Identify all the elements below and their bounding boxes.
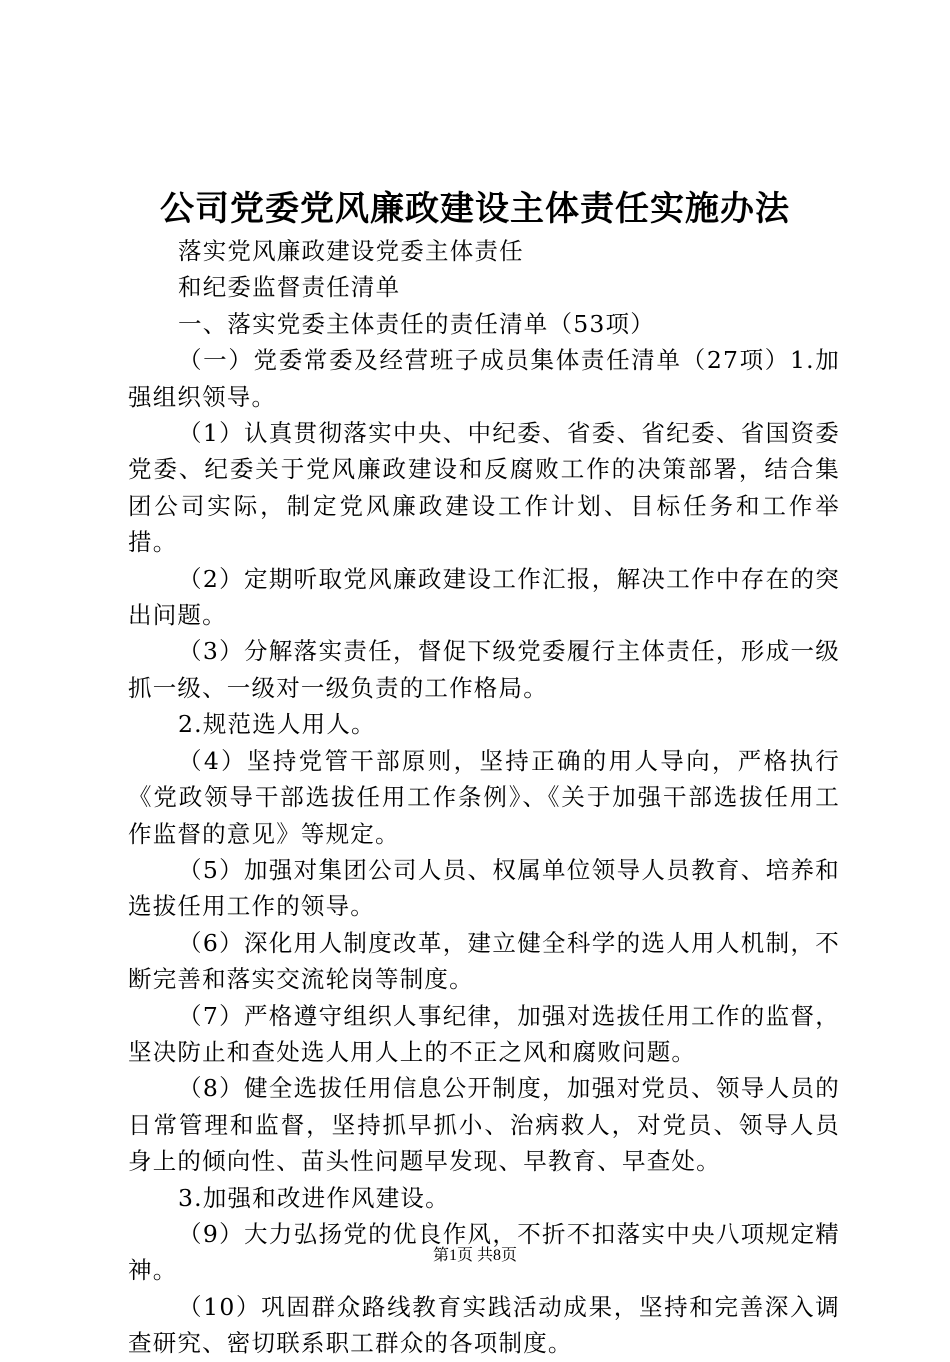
- paragraph: （3）分解落实责任，督促下级党委履行主体责任，形成一级抓一级、一级对一级负责的工作格局。: [128, 637, 840, 702]
- paragraph: 落实党风廉政建设党委主体责任: [178, 237, 524, 265]
- paragraph: （8）健全选拔任用信息公开制度，加强对党员、领导人员的日常管理和监督，坚持抓早抓小、治病救人，对党员、领导人员身上的倾向性、苗头性问题早发现、早教育、早查处。: [128, 1074, 840, 1176]
- paragraph: 和纪委监督责任清单: [178, 273, 401, 302]
- paragraph: （2）定期听取党风廉政建设工作汇报，解决工作中存在的突出问题。: [128, 564, 840, 630]
- paragraph: （7）严格遵守组织人事纪律，加强对选拔任用工作的监督，坚决防止和查处选人用人上的不正之风和腐败问题。: [128, 1001, 840, 1066]
- paragraph: （一）党委常委及经营班子成员集体责任清单（27项）1.加强组织领导。: [128, 346, 840, 411]
- paragraph: （6）深化用人制度改革，建立健全科学的选人用人机制，不断完善和落实交流轮岗等制度。: [128, 928, 840, 994]
- paragraph: 2.规范选人用人。: [178, 710, 376, 739]
- page-footer: 第1页 共8页: [432, 1247, 517, 1264]
- paragraph: （10）巩固群众路线教育实践活动成果，坚持和完善深入调查研究、密切联系职工群众的各项制度。: [128, 1292, 840, 1358]
- document-title: 公司党委党风廉政建设主体责任实施办法: [160, 189, 790, 229]
- paragraph: （5）加强对集团公司人员、权属单位领导人员教育、培养和选拔任用工作的领导。: [128, 855, 840, 921]
- paragraph: （4）坚持党管干部原则，坚持正确的用人导向，严格执行《党政领导干部选拔任用工作条例》、《关于加强干部选拔任用工作监督的意见》等规定。: [128, 746, 840, 848]
- paragraph: 3.加强和改进作风建设。: [178, 1183, 450, 1212]
- paragraph: （9）大力弘扬党的优良作风，不折不扣落实中央八项规定精神。: [128, 1219, 840, 1285]
- paragraph: 一、落实党委主体责任的责任清单（53项）: [178, 309, 655, 338]
- paragraph: （1）认真贯彻落实中央、中纪委、省委、省纪委、省国资委党委、纪委关于党风廉政建设和反腐败工作的决策部署，结合集团公司实际，制定党风廉政建设工作计划、目标任务和工作举措。: [128, 419, 840, 557]
- document-body: [128, 233, 840, 1362]
